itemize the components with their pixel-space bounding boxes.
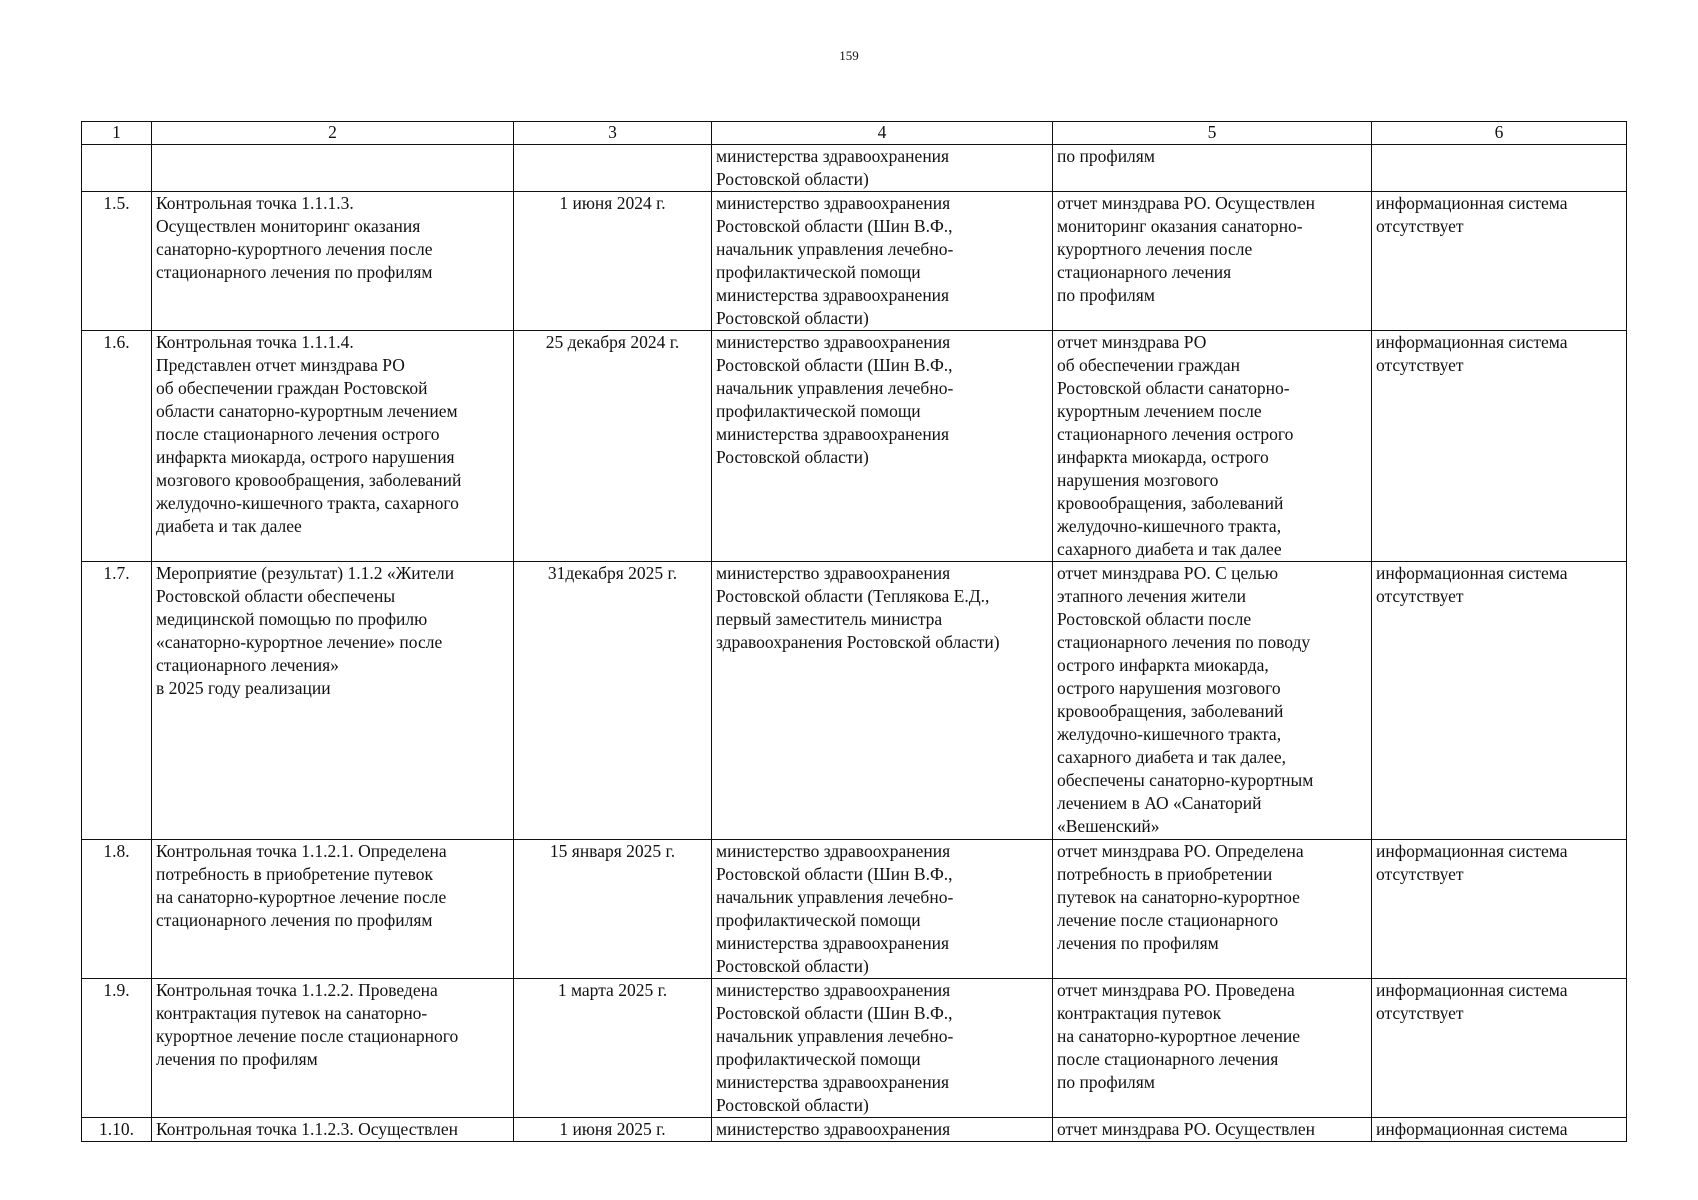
row-date: 1 июня 2024 г. [514, 192, 712, 331]
row-result: отчет минздрава РО. Определена потребность в приобретении путевок на санаторно-курортное лечение после стационарного лечения по профилям [1053, 840, 1372, 979]
row-number: 1.7. [82, 562, 152, 840]
row-description [152, 145, 514, 192]
row-info-system: информационная система отсутствует [1372, 331, 1627, 562]
row-result: отчет минздрава РО. С целью этапного лечения жители Ростовской области после стационарного лечения по поводу острого инфаркта миокарда, острого нарушения мозгового кровообращения, заболеваний желудочно-кишечного тракта, сахарного диабета и так далее, обеспечены санаторно-курортным лечением в АО «Санаторий «Вешенский» [1053, 562, 1372, 840]
row-info-system [1372, 145, 1627, 192]
header-col-3: 3 [514, 122, 712, 145]
row-result: по профилям [1053, 145, 1372, 192]
table-row [82, 979, 1627, 1118]
row-number: 1.6. [82, 331, 152, 562]
row-responsible: министерство здравоохранения Ростовской области (Шин В.Ф., начальник управления лечебно- профилактической помощи министерства здравоохранения Ростовской области) [712, 331, 1053, 562]
row-info-system: информационная система отсутствует [1372, 979, 1627, 1118]
header-col-1: 1 [82, 122, 152, 145]
row-responsible: министерство здравоохранения Ростовской области (Шин В.Ф., начальник управления лечебно- профилактической помощи министерства здравоохранения Ростовской области) [712, 192, 1053, 331]
row-date: 25 декабря 2024 г. [514, 331, 712, 562]
row-number: 1.8. [82, 840, 152, 979]
table-row [82, 562, 1627, 840]
row-responsible: министерство здравоохранения Ростовской области (Шин В.Ф., начальник управления лечебно- профилактической помощи министерства здравоохранения Ростовской области) [712, 840, 1053, 979]
row-result: отчет минздрава РО. Осуществлен мониторинг оказания санаторно- курортного лечения после стационарного лечения по профилям [1053, 192, 1372, 331]
row-description: Контрольная точка 1.1.2.3. Осуществлен [152, 1118, 514, 1142]
header-row [82, 122, 1627, 145]
row-description: Контрольная точка 1.1.2.2. Проведена контрактация путевок на санаторно- курортное лечение после стационарного лечения по профилям [152, 979, 514, 1118]
row-result: отчет минздрава РО. Проведена контрактация путевок на санаторно-курортное лечение после стационарного лечения по профилям [1053, 979, 1372, 1118]
row-result: отчет минздрава РО об обеспечении граждан Ростовской области санаторно- курортным лечением после стационарного лечения острого инфаркта миокарда, острого нарушения мозгового кровообращения, заболеваний желудочно-кишечного тракта, сахарного диабета и так далее [1053, 331, 1372, 562]
row-responsible: министерство здравоохранения [712, 1118, 1053, 1142]
row-number: 1.10. [82, 1118, 152, 1142]
table-row [82, 192, 1627, 331]
table-row [82, 840, 1627, 979]
plan-table [81, 121, 1627, 1142]
row-date: 1 июня 2025 г. [514, 1118, 712, 1142]
row-description: Мероприятие (результат) 1.1.2 «Жители Ростовской области обеспечены медицинской помощью по профилю «санаторно-курортное лечение» после стационарного лечения» в 2025 году реализации [152, 562, 514, 840]
table-row [82, 1118, 1627, 1142]
row-number [82, 145, 152, 192]
row-info-system: информационная система отсутствует [1372, 840, 1627, 979]
header-col-6: 6 [1372, 122, 1627, 145]
row-description: Контрольная точка 1.1.1.4. Представлен отчет минздрава РО об обеспечении граждан Ростовской области санаторно-курортным лечением после стационарного лечения острого инфаркта миокарда, острого нарушения мозгового кровообращения, заболеваний желудочно-кишечного тракта, сахарного диабета и так далее [152, 331, 514, 562]
page-number: 159 [839, 48, 859, 63]
row-responsible: министерство здравоохранения Ростовской области (Теплякова Е.Д., первый заместитель министра здравоохранения Ростовской области) [712, 562, 1053, 840]
row-result: отчет минздрава РО. Осуществлен [1053, 1118, 1372, 1142]
header-col-4: 4 [712, 122, 1053, 145]
row-number: 1.5. [82, 192, 152, 331]
row-info-system: информационная система [1372, 1118, 1627, 1142]
header-col-5: 5 [1053, 122, 1372, 145]
table-row [82, 331, 1627, 562]
row-info-system: информационная система отсутствует [1372, 562, 1627, 840]
table-row [82, 145, 1627, 192]
row-date: 15 января 2025 г. [514, 840, 712, 979]
row-number: 1.9. [82, 979, 152, 1118]
header-col-2: 2 [152, 122, 514, 145]
row-date [514, 145, 712, 192]
row-description: Контрольная точка 1.1.2.1. Определена потребность в приобретение путевок на санаторно-курортное лечение после стационарного лечения по профилям [152, 840, 514, 979]
row-description: Контрольная точка 1.1.1.3. Осуществлен мониторинг оказания санаторно-курортного лечения после стационарного лечения по профилям [152, 192, 514, 331]
row-responsible: министерства здравоохранения Ростовской области) [712, 145, 1053, 192]
row-date: 31декабря 2025 г. [514, 562, 712, 840]
row-responsible: министерство здравоохранения Ростовской области (Шин В.Ф., начальник управления лечебно- профилактической помощи министерства здравоохранения Ростовской области) [712, 979, 1053, 1118]
row-info-system: информационная система отсутствует [1372, 192, 1627, 331]
row-date: 1 марта 2025 г. [514, 979, 712, 1118]
